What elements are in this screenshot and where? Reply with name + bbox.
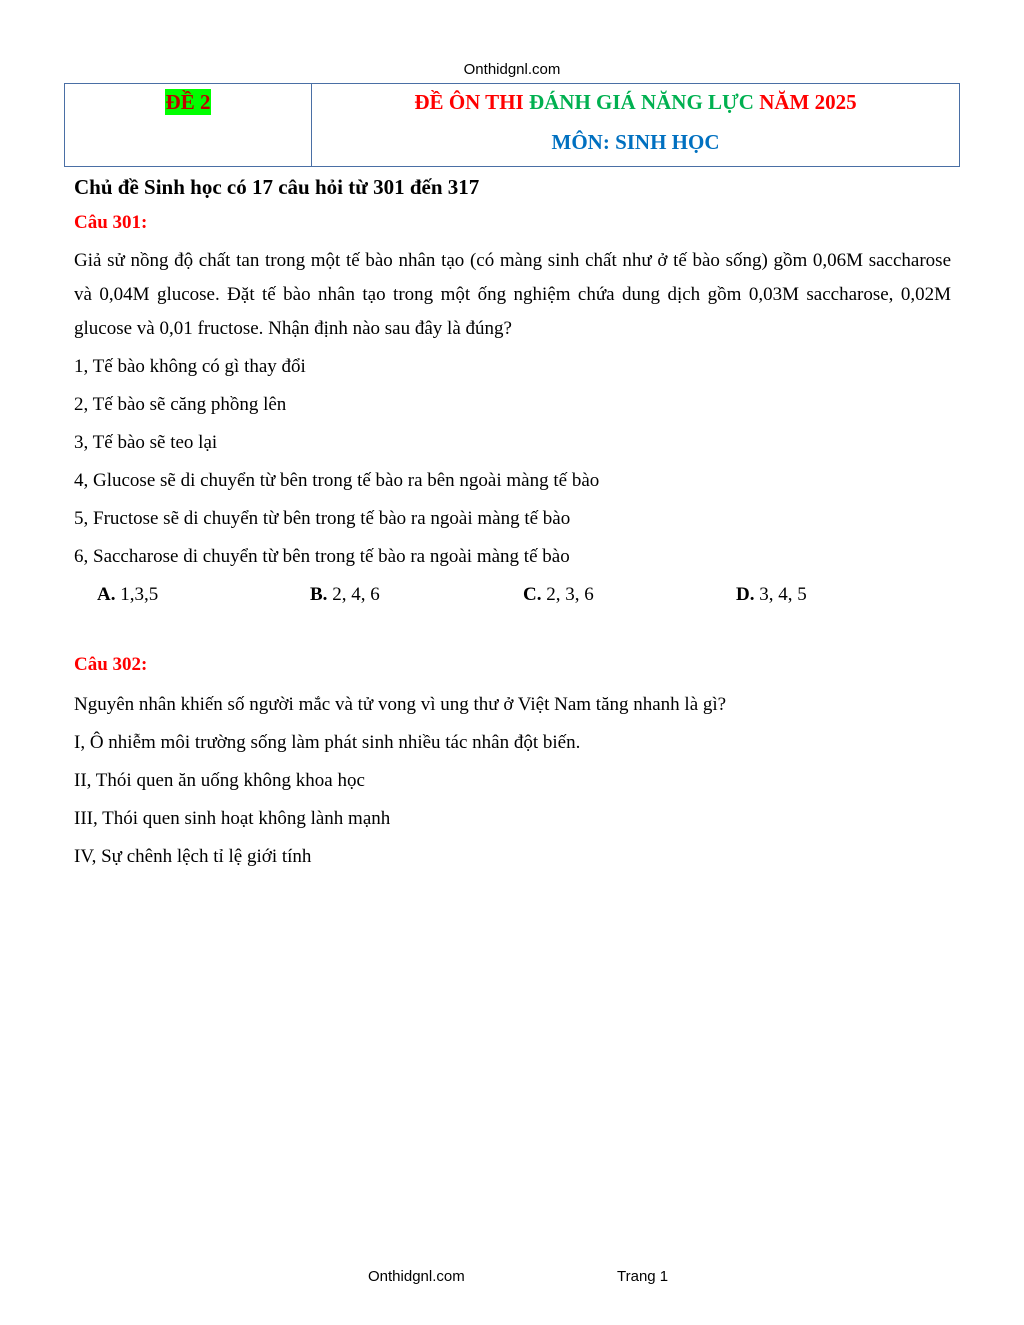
subject-title: MÔN: SINH HỌC <box>551 130 720 154</box>
answer-option-a <box>97 576 158 614</box>
statement-item: 4, Glucose sẽ di chuyển từ bên trong tế bào ra bên ngoài màng tế bào <box>74 470 600 491</box>
exam-title <box>312 89 959 115</box>
statement-item: IV, Sự chênh lệch tỉ lệ giới tính <box>74 846 312 867</box>
site-header: Onthidgnl.com <box>463 61 561 78</box>
question-text: Nguyên nhân khiến số người mắc và tử vong vì ung thư ở Việt Nam tăng nhanh là gì? <box>74 694 727 715</box>
question-302 <box>74 652 951 876</box>
statement-item: 1, Tế bào không có gì thay đổi <box>74 356 306 377</box>
statement-item: II, Thói quen ăn uống không khoa học <box>74 770 365 791</box>
question-301 <box>74 210 951 614</box>
footer-site: Onthidgnl.com <box>368 1268 465 1285</box>
answer-text: 3, 4, 5 <box>754 584 807 605</box>
exam-number-cell <box>65 84 312 166</box>
statement-item: I, Ô nhiễm môi trường sống làm phát sinh nhiều tác nhân đột biến. <box>74 732 581 753</box>
statement-item: III, Thói quen sinh hoạt không lành mạnh <box>74 808 391 829</box>
exam-title-part2: ĐÁNH GIÁ NĂNG LỰC <box>528 90 760 114</box>
answer-text: 1,3,5 <box>115 584 159 605</box>
exam-title-part1: ĐỀ ÔN THI <box>414 90 529 114</box>
question-text: Giả sử nồng độ chất tan trong một tế bào nhân tạo (có màng sinh chất như ở tế bào sống) gồm 0,06M saccharose và 0,04M glucose. Đặt tế bào nhân tạo trong một ống nghiệm chứa dung dịch gồm 0,03M saccharose, 0,02M glucose và 0,01 fructose. Nhận định nào sau đây là đúng? <box>74 250 951 339</box>
answer-letter: B. <box>310 584 328 605</box>
answer-text: 2, 4, 6 <box>327 584 380 605</box>
answer-text: 2, 3, 6 <box>541 584 594 605</box>
answer-letter: A. <box>97 584 116 605</box>
blank-line <box>74 614 951 652</box>
answer-options <box>74 576 951 614</box>
statement-item: 2, Tế bào sẽ căng phồng lên <box>74 394 287 415</box>
statement-item: 6, Saccharose di chuyển từ bên trong tế bào ra ngoài màng tế bào <box>74 546 570 567</box>
topic-heading: Chủ đề Sinh học có 17 câu hỏi từ 301 đến 317 <box>74 175 480 199</box>
answer-option-d <box>736 576 807 614</box>
exam-title-part3: NĂM 2025 <box>759 90 857 114</box>
exam-number-label: ĐỀ 2 <box>165 90 211 114</box>
answer-letter: D. <box>736 584 755 605</box>
page-number: Trang 1 <box>617 1268 669 1285</box>
header-table <box>64 83 960 167</box>
question-title: Câu 302: <box>74 654 148 675</box>
answer-letter: C. <box>523 584 542 605</box>
statement-item: 3, Tế bào sẽ teo lại <box>74 432 218 453</box>
statement-item: 5, Fructose sẽ di chuyển từ bên trong tế bào ra ngoài màng tế bào <box>74 508 571 529</box>
exam-title-cell <box>312 84 959 166</box>
answer-option-b <box>310 576 380 614</box>
answer-option-c <box>523 576 594 614</box>
question-title: Câu 301: <box>74 212 148 233</box>
document-body <box>74 172 951 876</box>
